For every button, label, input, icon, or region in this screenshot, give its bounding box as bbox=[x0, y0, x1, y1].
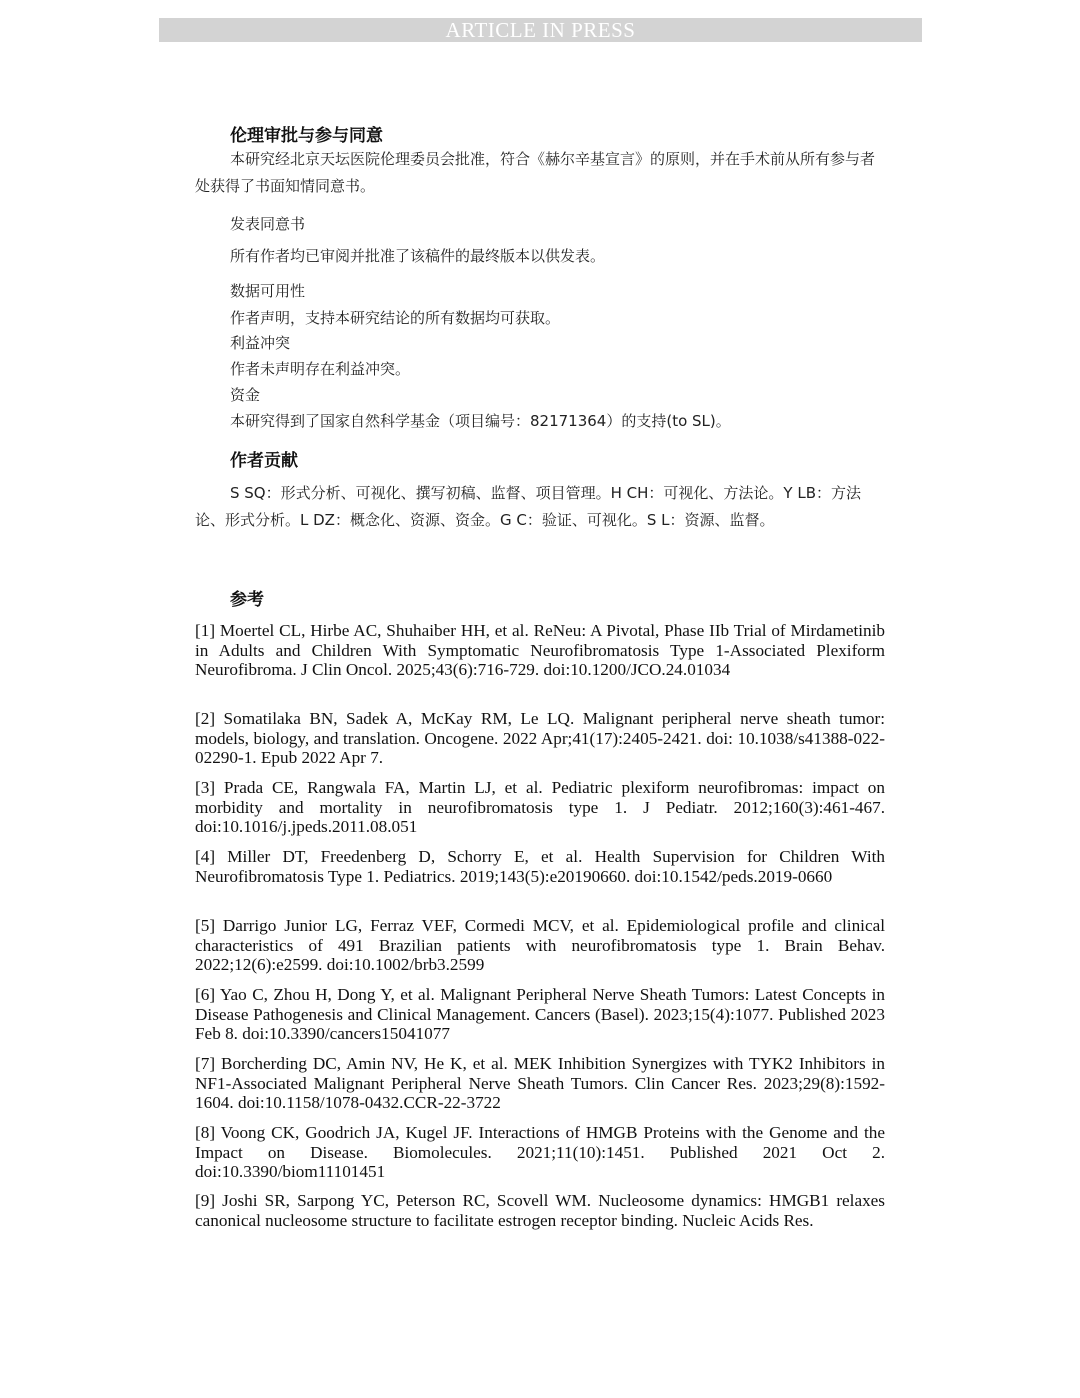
consent-heading: 发表同意书 bbox=[230, 215, 306, 233]
funding-text: 本研究得到了国家自然科学基金（项目编号：82171364）的支持(to SL)。 bbox=[230, 412, 731, 430]
conflict-heading: 利益冲突 bbox=[230, 334, 291, 352]
article-in-press-banner: ARTICLE IN PRESS bbox=[159, 18, 922, 42]
reference-item: [3] Prada CE, Rangwala FA, Martin LJ, et al. Pediatric plexiform neurofibromas: impact on morbidity and mortality in neurofibromatosis type 1. J Pediatr. 2012;160(3):461-467. doi:10.1016/j.jpeds.2011.08.051 bbox=[195, 778, 885, 837]
funding-heading: 资金 bbox=[230, 386, 261, 404]
reference-item: [1] Moertel CL, Hirbe AC, Shuhaiber HH, et al. ReNeu: A Pivotal, Phase IIb Trial of Mirdametinib in Adults and Children With Symptomatic Neurofibromatosis Type 1-Associated Plexiform Neurofibroma. J Clin Oncol. 2025;43(6):716-729. doi:10.1200/JCO.24.01034 bbox=[195, 621, 885, 680]
conflict-text: 作者未声明存在利益冲突。 bbox=[230, 360, 411, 378]
reference-item: [5] Darrigo Junior LG, Ferraz VEF, Cormedi MCV, et al. Epidemiological profile and clinical characteristics of 491 Brazilian patients with neurofibromatosis type 1. Brain Behav. 2022;12(6):e2599. doi:10.1002/brb3.2599 bbox=[195, 916, 885, 975]
contributions-text: S SQ：形式分析、可视化、撰写初稿、监督、项目管理。H CH：可视化、方法论。Y LB：方法论、形式分析。L DZ：概念化、资源、资金。G C：验证、可视化。S L：资源、监督。 bbox=[195, 484, 861, 529]
reference-item: [9] Joshi SR, Sarpong YC, Peterson RC, Scovell WM. Nucleosome dynamics: HMGB1 relaxes canonical nucleosome structure to facilitate estrogen receptor binding. Nucleic Acids Res. bbox=[195, 1191, 885, 1230]
reference-item: [4] Miller DT, Freedenberg D, Schorry E, et al. Health Supervision for Children With Neurofibromatosis Type 1. Pediatrics. 2019;143(5):e20190660. doi:10.1542/peds.2019-0660 bbox=[195, 847, 885, 886]
reference-item: [8] Voong CK, Goodrich JA, Kugel JF. Interactions of HMGB Proteins with the Genome and the Impact on Disease. Biomolecules. 2021;11(10):1451. Published 2021 Oct 2. doi:10.3390/biom11101451 bbox=[195, 1123, 885, 1182]
ethics-text: 本研究经北京天坛医院伦理委员会批准，符合《赫尔辛基宣言》的原则，并在手术前从所有参与者处获得了书面知情同意书。 bbox=[195, 150, 876, 195]
contributions-heading: 作者贡献 bbox=[230, 451, 298, 471]
reference-item: [6] Yao C, Zhou H, Dong Y, et al. Malignant Peripheral Nerve Sheath Tumors: Latest Concepts in Disease Pathogenesis and Clinical Management. Cancers (Basel). 2023;15(4):1077. Published 2023 Feb 8. doi:10.3390/cancers15041077 bbox=[195, 985, 885, 1044]
consent-text: 所有作者均已审阅并批准了该稿件的最终版本以供发表。 bbox=[230, 247, 606, 265]
ethics-heading: 伦理审批与参与同意 bbox=[230, 126, 383, 146]
reference-item: [7] Borcherding DC, Amin NV, He K, et al. MEK Inhibition Synergizes with TYK2 Inhibitors in NF1-Associated Malignant Peripheral Nerve Sheath Tumors. Clin Cancer Res. 2023;29(8):1592-1604. doi:10.1158/1078-0432.CCR-22-3722 bbox=[195, 1054, 885, 1113]
reference-item: [2] Somatilaka BN, Sadek A, McKay RM, Le LQ. Malignant peripheral nerve sheath tumor: models, biology, and translation. Oncogene. 2022 Apr;41(17):2405-2421. doi: 10.1038/s41388-022-02290-1. Epub 2022 Apr 7. bbox=[195, 709, 885, 768]
references-heading: 参考 bbox=[230, 590, 264, 610]
data-availability-text: 作者声明，支持本研究结论的所有数据均可获取。 bbox=[230, 309, 561, 327]
data-availability-heading: 数据可用性 bbox=[230, 282, 306, 300]
